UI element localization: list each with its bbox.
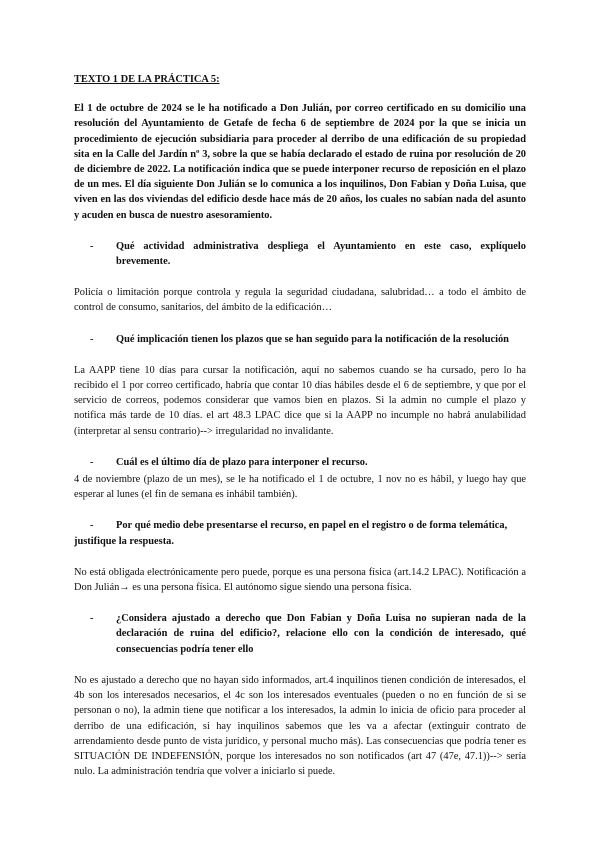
question-text: Cuál es el último día de plazo para interponer el recurso. bbox=[116, 456, 368, 468]
case-statement: El 1 de octubre de 2024 se le ha notificado a Don Julián, por correo certificado en su domicilio una resolución del Ayuntamiento de Getafe de fecha 6 de septiembre de 2024 por la que se inicia un procedimiento de ejecución subsidiaria para proceder al derribo de una edificación de su propiedad sita en la Calle del Jardín nº 3, sobre la que se había declarado el estado de ruina por resolución de 20 de diciembre de 2022. La notificación indica que se puede interponer recurso de reposición en el plazo de un mes. El día siguiente Don Julián se lo comunica a los inquilinos, Don Fabian y Doña Luisa, que viven en las dos viviendas del edificio desde hace más de 20 años, los cuales no sabían nada del asunto y acuden en busca de nuestro asesoramiento. bbox=[74, 103, 526, 221]
question-text: ¿Considera ajustado a derecho que Don Fabian y Doña Luisa no supieran nada de la declaración de ruina del edificio?, relacione ello con la condición de interesado, qué consecuencias podría tener ello bbox=[116, 613, 526, 655]
question-text: Qué implicación tienen los plazos que se han seguido para la notificación de la resolución bbox=[116, 333, 509, 345]
question-text: Por qué medio debe presentarse el recurso, en papel en el registro o de forma telemática, justifique la respuesta. bbox=[74, 520, 508, 547]
answer-3: 4 de noviembre (plazo de un mes), se le ha notificado el 1 de octubre, 1 nov no es hábil, y luego hay que esperar al lunes (el fin de semana es inhábil también). bbox=[74, 474, 526, 501]
bullet-dash: - bbox=[90, 520, 94, 532]
question-4 bbox=[74, 518, 526, 548]
question-5 bbox=[74, 611, 526, 657]
question-2 bbox=[74, 332, 526, 347]
question-1 bbox=[74, 239, 526, 269]
page-title: TEXTO 1 DE LA PRÁCTICA 5: bbox=[74, 74, 220, 85]
bullet-dash: - bbox=[90, 613, 94, 625]
question-3 bbox=[74, 455, 526, 470]
answer-4: No está obligada electrónicamente pero puede, porque es una persona física (art.14.2 LPAC). Notificación a Don Julián→ es una persona física. El autónomo sigue siendo una persona física. bbox=[74, 566, 526, 594]
bullet-dash: - bbox=[90, 456, 94, 468]
answer-2: La AAPP tiene 10 días para cursar la notificación, aquí no sabemos cuando se ha cursado, pero lo ha recibido el 1 por correo certificado, habría que contar 10 días hábiles desde el 6 de septiembre, y que por el servicio de correos, podemos considerar que vamos bien en plazos. Si la admin no cumple el plazo y notifica más tarde de 10 días. el art 48.3 LPAC dice que si la AAPP no incumple no habrá anulabilidad (interpretar al sensu contrario)--> irregularidad no invalidante. bbox=[74, 364, 526, 437]
document-page bbox=[74, 72, 526, 795]
answer-1: Policía o limitación porque controla y regula la seguridad ciudadana, salubridad… a todo el ámbito de control de consumo, sanitarios, del ámbito de la edificación… bbox=[74, 287, 526, 314]
question-text: Qué actividad administrativa despliega el Ayuntamiento en este caso, explíquelo brevemente. bbox=[116, 240, 526, 268]
bullet-dash: - bbox=[90, 240, 94, 252]
answer-5: No es ajustado a derecho que no hayan sido informados, art.4 inquilinos tienen condición de interesados, el 4b son los interesados necesarios, el 4c son los interesados eventuales (pueden o no en función de si se personan o no), la admin tiene que notificar a los interesados, la admin lo inicia de oficio para proceder al derribo de una edificación, si hay inquilinos sabemos que les va a afectar (extinguir contrato de arrendamiento desde punto de vista jurídico, y personal mucho más). Las consecuencias que podría tener es SITUACIÓN DE INDEFENSIÓN, porque los interesados no son notificados (art 47 (47e, 47.1))--> sería nulo. La administración tendría que volver a iniciarlo si puede. bbox=[74, 674, 526, 778]
bullet-dash: - bbox=[90, 333, 94, 345]
